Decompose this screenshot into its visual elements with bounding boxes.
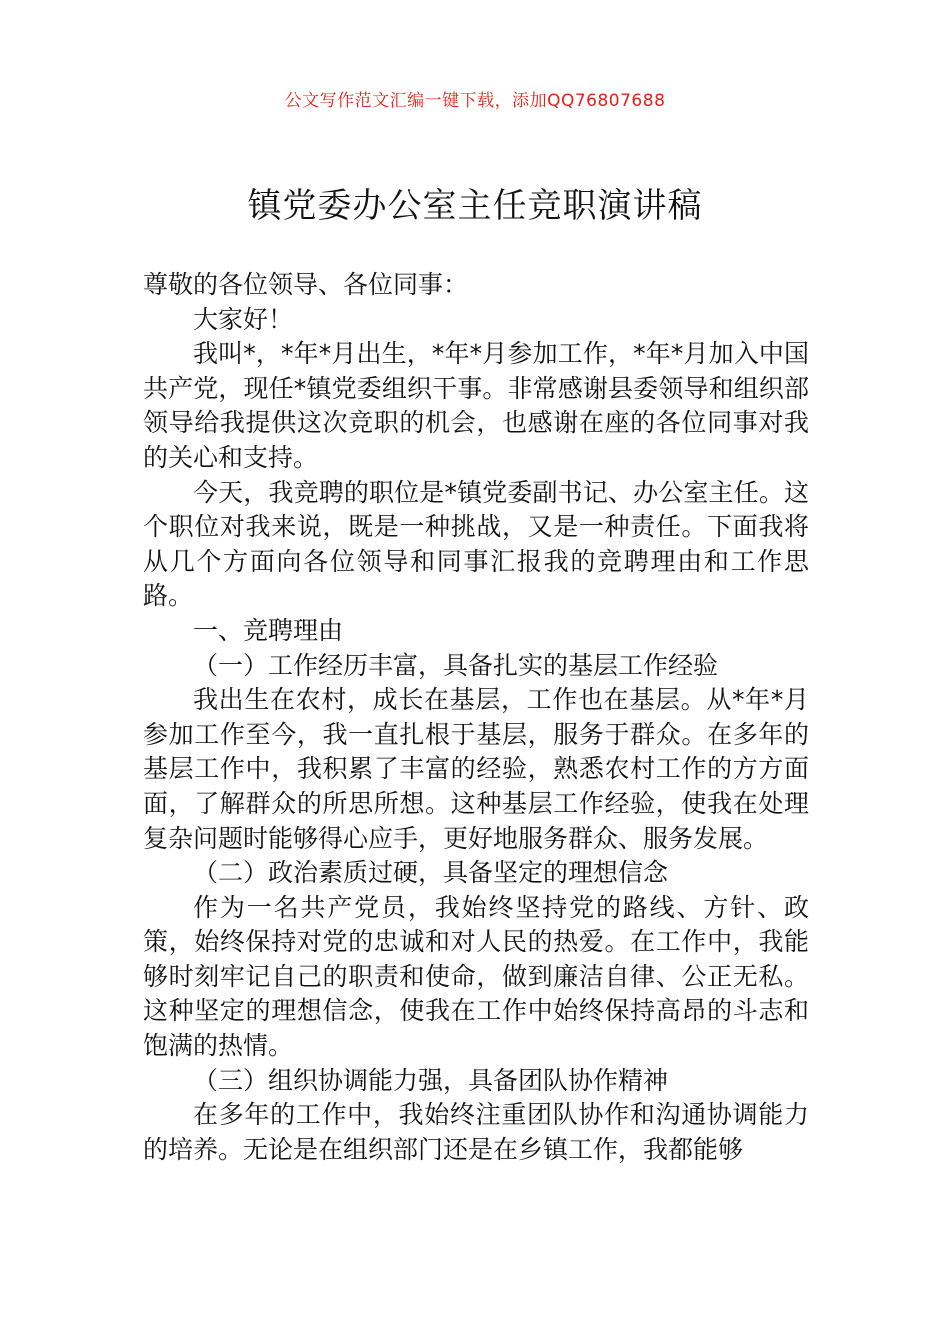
promo-banner: 公文写作范文汇编一键下载，添加QQ76807688 (284, 91, 666, 111)
paragraph-teamwork: 在多年的工作中，我始终注重团队协作和沟通协调能力的培养。无论是在组织部门还是在乡镇工作，我都能够 (143, 1100, 809, 1164)
subheading-2: （二）政治素质过硬，具备坚定的理想信念 (193, 858, 669, 888)
paragraph-political: 作为一名共产党员，我始终坚持党的路线、方针、政策，始终保持对党的忠诚和对人民的热爱。在工作中，我能够时刻牢记自己的职责和使命，做到廉洁自律、公正无私。这种坚定的理想信念，使我在工作中始终保持高昂的斗志和饱满的热情。 (143, 892, 809, 1061)
paragraph-position: 今天，我竞聘的职位是*镇党委副书记、办公室主任。这个职位对我来说，既是一种挑战，又是一种责任。下面我将从几个方面向各位领导和同事汇报我的竞聘理由和工作思路。 (143, 477, 809, 611)
paragraph-intro: 我叫*，*年*月出生，*年*月参加工作，*年*月加入中国共产党，现任*镇党委组织干事。非常感谢县委领导和组织部领导给我提供这次竞职的机会，也感谢在座的各位同事对我的关心和支持。 (143, 339, 809, 472)
document-body (143, 268, 809, 1167)
subheading-1: （一）工作经历丰富，具备扎实的基层工作经验 (193, 650, 719, 680)
section-heading-1: 一、竞聘理由 (193, 615, 344, 645)
page-title: 镇党委办公室主任竞职演讲稿 (247, 186, 703, 226)
paragraph-experience: 我出生在农村，成长在基层，工作也在基层。从*年*月参加工作至今，我一直扎根于基层，服务于群众。在多年的基层工作中，我积累了丰富的经验，熟悉农村工作的方方面面，了解群众的所思所想。这种基层工作经验，使我在处理复杂问题时能够得心应手，更好地服务群众、服务发展。 (143, 685, 809, 853)
subheading-3: （三）组织协调能力强，具备团队协作精神 (193, 1065, 669, 1095)
salutation: 尊敬的各位领导、各位同事： (143, 270, 469, 299)
paragraph-greeting: 大家好！ (193, 304, 294, 334)
